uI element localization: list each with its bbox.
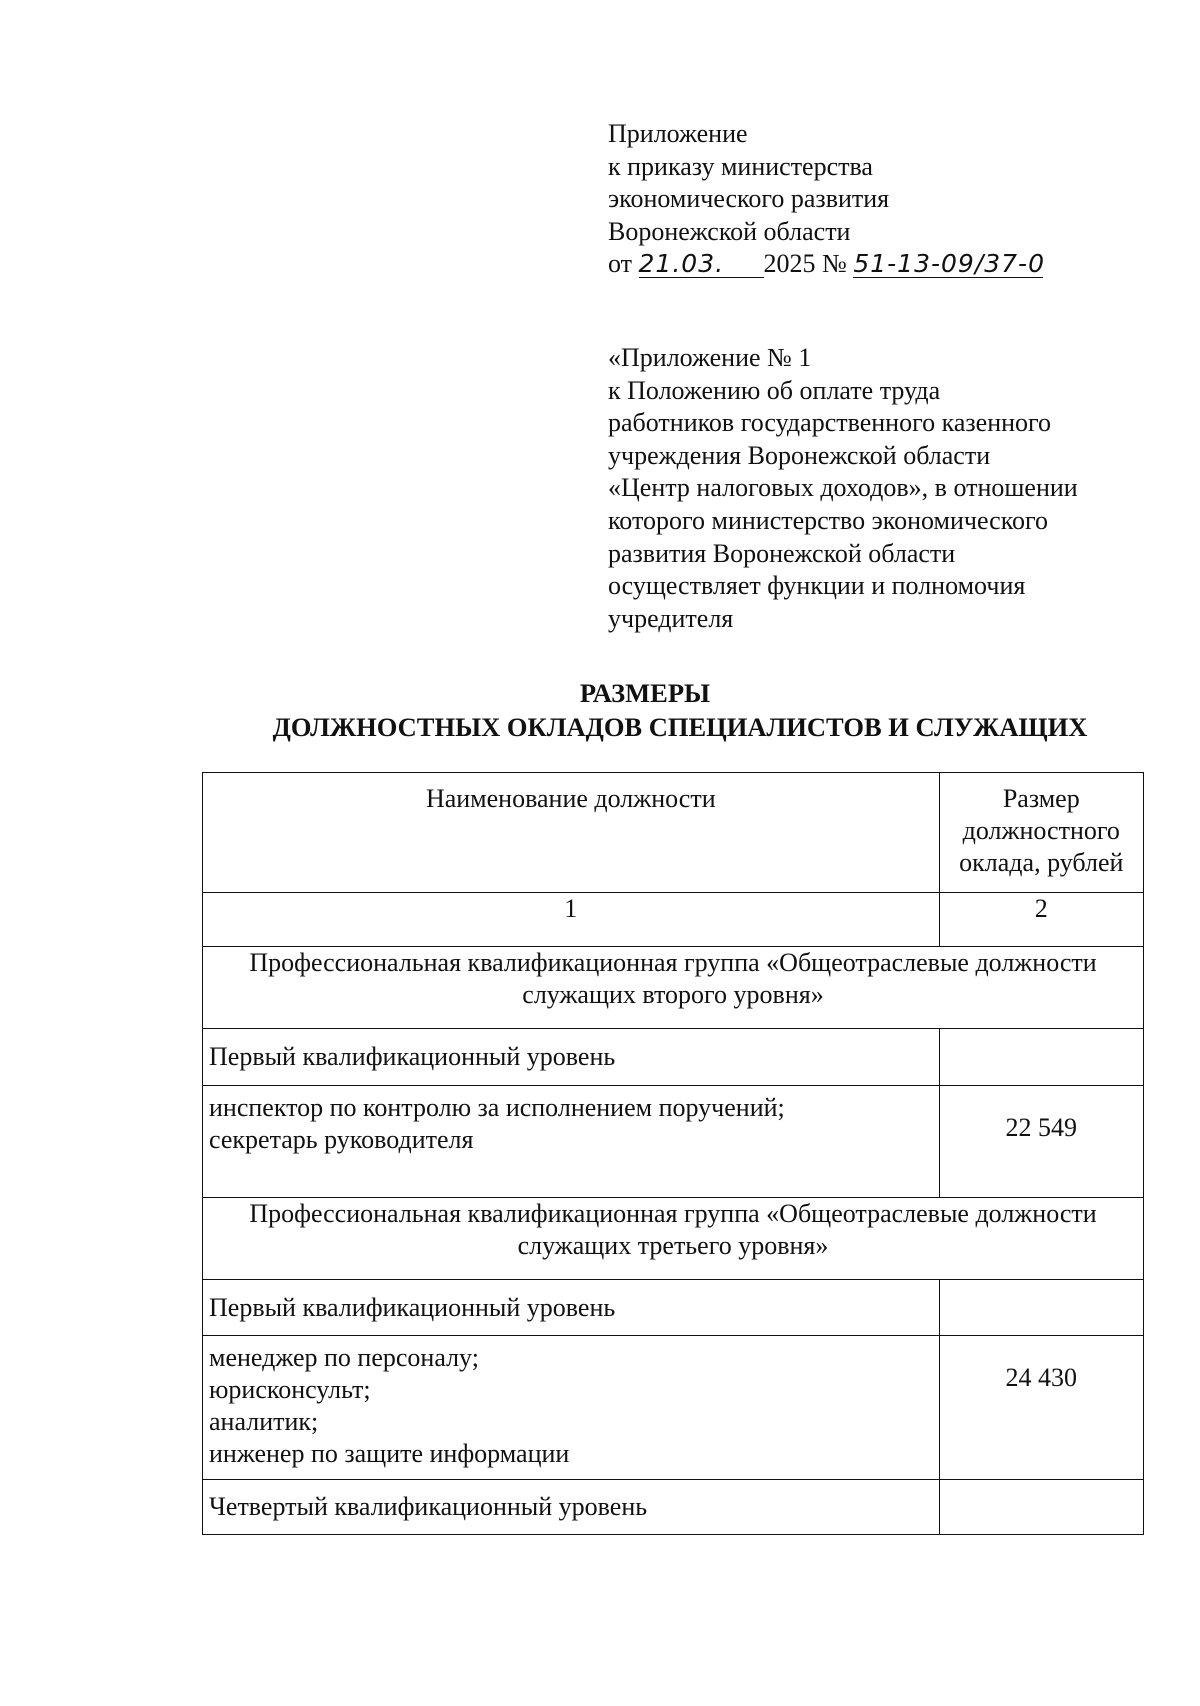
appendix-reference xyxy=(608,342,1078,635)
position-item: инспектор по контролю за исполнением поручений; xyxy=(209,1093,785,1122)
qualification-level-row xyxy=(203,1480,1144,1535)
table-header-row xyxy=(203,773,1144,893)
order-prefix: от xyxy=(608,249,633,278)
qualification-group-row xyxy=(203,1198,1144,1280)
group-title-line: служащих второго уровня» xyxy=(522,980,824,1009)
appendix-line: учредителя xyxy=(608,603,734,633)
order-date-number-line xyxy=(608,248,1043,281)
qualification-group-title xyxy=(203,947,1144,1029)
qualification-level: Первый квалификационный уровень xyxy=(203,1029,940,1086)
position-item: секретарь руководителя xyxy=(209,1125,474,1154)
group-title-line: Профессиональная квалификационная группа «Общеотраслевые должности xyxy=(249,948,1097,977)
position-item: юрисконсульт; xyxy=(209,1375,371,1404)
salary-table xyxy=(202,772,1144,1535)
handwritten-number: 51-13-09/37-0 xyxy=(853,249,1045,278)
group-title-line: служащих третьего уровня» xyxy=(517,1231,829,1260)
salary-value: 22 549 xyxy=(939,1086,1143,1198)
qualification-level: Первый квалификационный уровень xyxy=(203,1280,940,1336)
appendix-line: «Центр налоговых доходов», в отношении xyxy=(608,473,1078,503)
header-position-name: Наименование должности xyxy=(203,773,940,893)
positions-row xyxy=(203,1336,1144,1480)
header-line: Воронежской области xyxy=(608,216,851,246)
order-number-field xyxy=(853,251,1043,278)
approval-header xyxy=(608,118,1043,281)
empty-salary-cell xyxy=(939,1280,1143,1336)
document-subtitle: ДОЛЖНОСТНЫХ ОКЛАДОВ СПЕЦИАЛИСТОВ И СЛУЖАЩИХ xyxy=(272,712,1088,742)
order-year: 2025 № xyxy=(763,249,847,278)
salary-value: 24 430 xyxy=(939,1336,1143,1480)
header-line: экономического развития xyxy=(608,184,890,213)
position-item: менеджер по персоналу; xyxy=(209,1343,479,1372)
appendix-line: «Приложение № 1 xyxy=(608,343,812,372)
appendix-line: учреждения Воронежской области xyxy=(608,440,991,470)
position-item: аналитик; xyxy=(209,1407,319,1436)
qualification-level: Четвертый квалификационный уровень xyxy=(203,1480,940,1535)
positions-row xyxy=(203,1086,1144,1198)
document-title: РАЗМЕРЫ xyxy=(579,678,711,708)
empty-salary-cell xyxy=(939,1480,1143,1535)
qualification-level-row xyxy=(203,1029,1144,1086)
handwritten-date: 21.03. xyxy=(638,249,725,278)
header-salary-line: Размер xyxy=(1002,784,1080,813)
order-date-field xyxy=(639,251,764,278)
header-salary-line: оклада, рублей xyxy=(959,848,1124,877)
header-line: Приложение xyxy=(608,119,748,148)
appendix-line: работников государственного казенного xyxy=(608,408,1052,438)
header-line: к приказу министерства xyxy=(608,151,873,181)
group-title-line: Профессиональная квалификационная группа «Общеотраслевые должности xyxy=(249,1199,1097,1228)
appendix-line: осуществляет функции и полномочия xyxy=(608,571,1026,601)
column-number: 1 xyxy=(203,893,940,947)
header-salary-line: должностного xyxy=(962,816,1120,845)
position-item: инженер по защите информации xyxy=(209,1439,570,1468)
column-number: 2 xyxy=(939,893,1143,947)
appendix-line: которого министерство экономического xyxy=(608,505,1049,535)
positions-list xyxy=(203,1336,940,1480)
positions-list xyxy=(203,1086,940,1198)
empty-salary-cell xyxy=(939,1029,1143,1086)
qualification-group-row xyxy=(203,947,1144,1029)
qualification-level-row xyxy=(203,1280,1144,1336)
appendix-line: развития Воронежской области xyxy=(608,538,956,568)
header-salary-size xyxy=(939,773,1143,893)
qualification-group-title xyxy=(203,1198,1144,1280)
appendix-line: к Положению об оплате труда xyxy=(608,375,941,405)
column-number-row xyxy=(203,893,1144,947)
